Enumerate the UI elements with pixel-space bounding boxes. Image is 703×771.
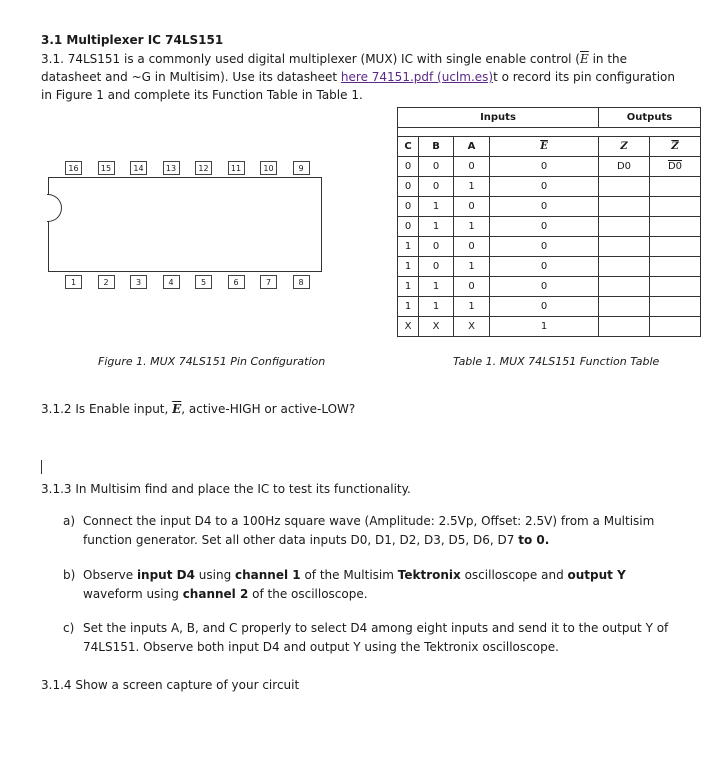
table-cell: 0 (490, 217, 599, 237)
table-cell: 1 (398, 257, 419, 277)
section-heading: 3.1 Multiplexer IC 74LS151 (41, 33, 224, 47)
ic-pin-top: 16 (65, 161, 82, 175)
table-cell: 1 (419, 217, 454, 237)
table-cell: 0 (454, 197, 490, 217)
ic-pin-top: 14 (130, 161, 147, 175)
table-cell (599, 217, 650, 237)
table-row (398, 277, 701, 297)
table-row (398, 217, 701, 237)
table-cell: 1 (398, 277, 419, 297)
item-b-t4: oscilloscope and (460, 568, 568, 582)
list-item-text (83, 566, 678, 604)
item-c-text: Set the inputs A, B, and C properly to select D4 among eight inputs and send it to the output Y of 74LS151. Observe both input D4 and output Y using the Tektronix oscilloscope. (83, 621, 669, 654)
table-row (398, 297, 701, 317)
col-z-bar: $\overline{Z}$ (650, 137, 701, 157)
item-b-t3: of the Multisim (300, 568, 398, 582)
q312-text-pre: 3.1.2 Is Enable input, (41, 402, 173, 416)
col-e: $\overline{E}$ (490, 137, 599, 157)
outputs-header: Outputs (599, 108, 701, 128)
table-cell (650, 217, 701, 237)
item-a-bold: to 0. (518, 533, 550, 547)
text-cursor (41, 460, 42, 474)
table-cell (650, 257, 701, 277)
item-b-b3: Tektronix (397, 568, 461, 582)
item-b-b5: channel 2 (182, 587, 249, 601)
table-cell: 1 (454, 217, 490, 237)
table-cell: 0 (454, 237, 490, 257)
table-group-header (398, 108, 701, 128)
ic-pin-top: 11 (228, 161, 245, 175)
col-b: B (419, 137, 454, 157)
item-b-t6: of the oscilloscope. (248, 587, 368, 601)
table-cell: 0 (398, 177, 419, 197)
list-marker: c) (63, 621, 75, 635)
list-item-text (83, 512, 678, 550)
table-cell: 0 (454, 157, 490, 177)
table-cell: 1 (490, 317, 599, 337)
table-row (398, 177, 701, 197)
ic-pin-bottom: 1 (65, 275, 82, 289)
question-3-1-4: 3.1.4 Show a screen capture of your circuit (41, 678, 300, 692)
item-b-t5: waveform using (83, 587, 183, 601)
item-b-b2: channel 1 (235, 568, 301, 582)
table-cell (599, 277, 650, 297)
enable-symbol: $\overline{E}$ (580, 52, 589, 66)
table-cell (650, 237, 701, 257)
intro-text-2: in the datasheet and ~G in Multisim). Use its datasheet (41, 52, 628, 84)
ic-pin-diagram (48, 157, 328, 297)
ic-pin-bottom: 2 (98, 275, 115, 289)
table-cell: 0 (490, 297, 599, 317)
item-b-b1: input D4 (136, 568, 195, 582)
table-cell: 0 (419, 177, 454, 197)
ic-pin-top: 9 (293, 161, 310, 175)
table-cell: 0 (398, 157, 419, 177)
ic-pin-bottom: 8 (293, 275, 310, 289)
table-cell: X (398, 317, 419, 337)
table-cell: 0 (490, 157, 599, 177)
table-row (398, 257, 701, 277)
ic-pin-top: 15 (98, 161, 115, 175)
table-cell: 0 (454, 277, 490, 297)
question-3-1-2 (41, 402, 355, 416)
table-cell: 0 (398, 197, 419, 217)
table-cell (650, 317, 701, 337)
question-3-1-3: 3.1.3 In Multisim find and place the IC to test its functionality. (41, 482, 411, 496)
table-cell (650, 297, 701, 317)
table-cell: 0 (490, 177, 599, 197)
table-row (398, 157, 701, 177)
table-cell: 0 (398, 217, 419, 237)
table-cell: 1 (398, 297, 419, 317)
inputs-header: Inputs (398, 108, 599, 128)
table-cell: 1 (419, 297, 454, 317)
item-b-t2: using (194, 568, 235, 582)
intro-text-3: t o record its pin configuration in Figure 1 and complete its Function Table in Table 1. (41, 70, 675, 102)
ic-pin-top: 12 (195, 161, 212, 175)
table-caption: Table 1. MUX 74LS151 Function Table (453, 355, 660, 368)
ic-pin-bottom: 5 (195, 275, 212, 289)
item-b-b4: output Y (567, 568, 626, 582)
table-cell: 1 (454, 177, 490, 197)
table-cell: 0 (490, 237, 599, 257)
table-cell: D0 (650, 157, 701, 177)
datasheet-link[interactable]: here 74151.pdf (uclm.es) (340, 70, 494, 84)
table-column-header (398, 137, 701, 157)
table-cell (599, 197, 650, 217)
table-cell (599, 317, 650, 337)
table-cell: 1 (454, 297, 490, 317)
ic-pin-bottom: 6 (228, 275, 245, 289)
intro-text-1: 3.1. 74LS151 is a commonly used digital multiplexer (MUX) IC with single enable control ( (41, 52, 580, 66)
table-cell: 1 (419, 277, 454, 297)
figure-caption: Figure 1. MUX 74LS151 Pin Configuration (98, 355, 326, 368)
table-row (398, 197, 701, 217)
intro-paragraph (41, 50, 676, 104)
item-a-text: Connect the input D4 to a 100Hz square wave (Amplitude: 2.5Vp, Offset: 2.5V) from a Multisim function generator. Set all other data inputs D0, D1, D2, D3, D5, D6, D7 (83, 514, 655, 547)
q312-enable-symbol: $\overline{E}$ (172, 402, 182, 416)
table-cell (650, 277, 701, 297)
function-table (397, 107, 701, 337)
table-cell (599, 237, 650, 257)
ic-pin-bottom: 7 (260, 275, 277, 289)
table-cell (599, 257, 650, 277)
ic-pin-bottom: 3 (130, 275, 147, 289)
table-cell: 1 (454, 257, 490, 277)
col-a: A (454, 137, 490, 157)
list-marker: b) (63, 568, 76, 582)
table-cell (599, 297, 650, 317)
table-cell: 1 (398, 237, 419, 257)
table-row (398, 237, 701, 257)
col-c: C (398, 137, 419, 157)
ic-pin-top: 10 (260, 161, 277, 175)
table-cell (650, 197, 701, 217)
table-cell (599, 177, 650, 197)
q312-text-post: , active-HIGH or active-LOW? (181, 402, 356, 416)
table-cell: X (454, 317, 490, 337)
item-b-t1: Observe (83, 568, 137, 582)
table-cell: 0 (419, 257, 454, 277)
table-cell: 0 (490, 277, 599, 297)
table-cell: 0 (490, 197, 599, 217)
col-z: Z (599, 137, 650, 157)
ic-pin-top: 13 (163, 161, 180, 175)
table-cell: D0 (599, 157, 650, 177)
list-marker: a) (63, 514, 76, 528)
table-row (398, 317, 701, 337)
ic-pin-bottom: 4 (163, 275, 180, 289)
ic-body (48, 177, 322, 272)
table-cell: X (419, 317, 454, 337)
table-cell: 0 (490, 257, 599, 277)
table-cell (650, 177, 701, 197)
table-cell: 0 (419, 237, 454, 257)
table-cell: 1 (419, 197, 454, 217)
table-cell: 0 (419, 157, 454, 177)
